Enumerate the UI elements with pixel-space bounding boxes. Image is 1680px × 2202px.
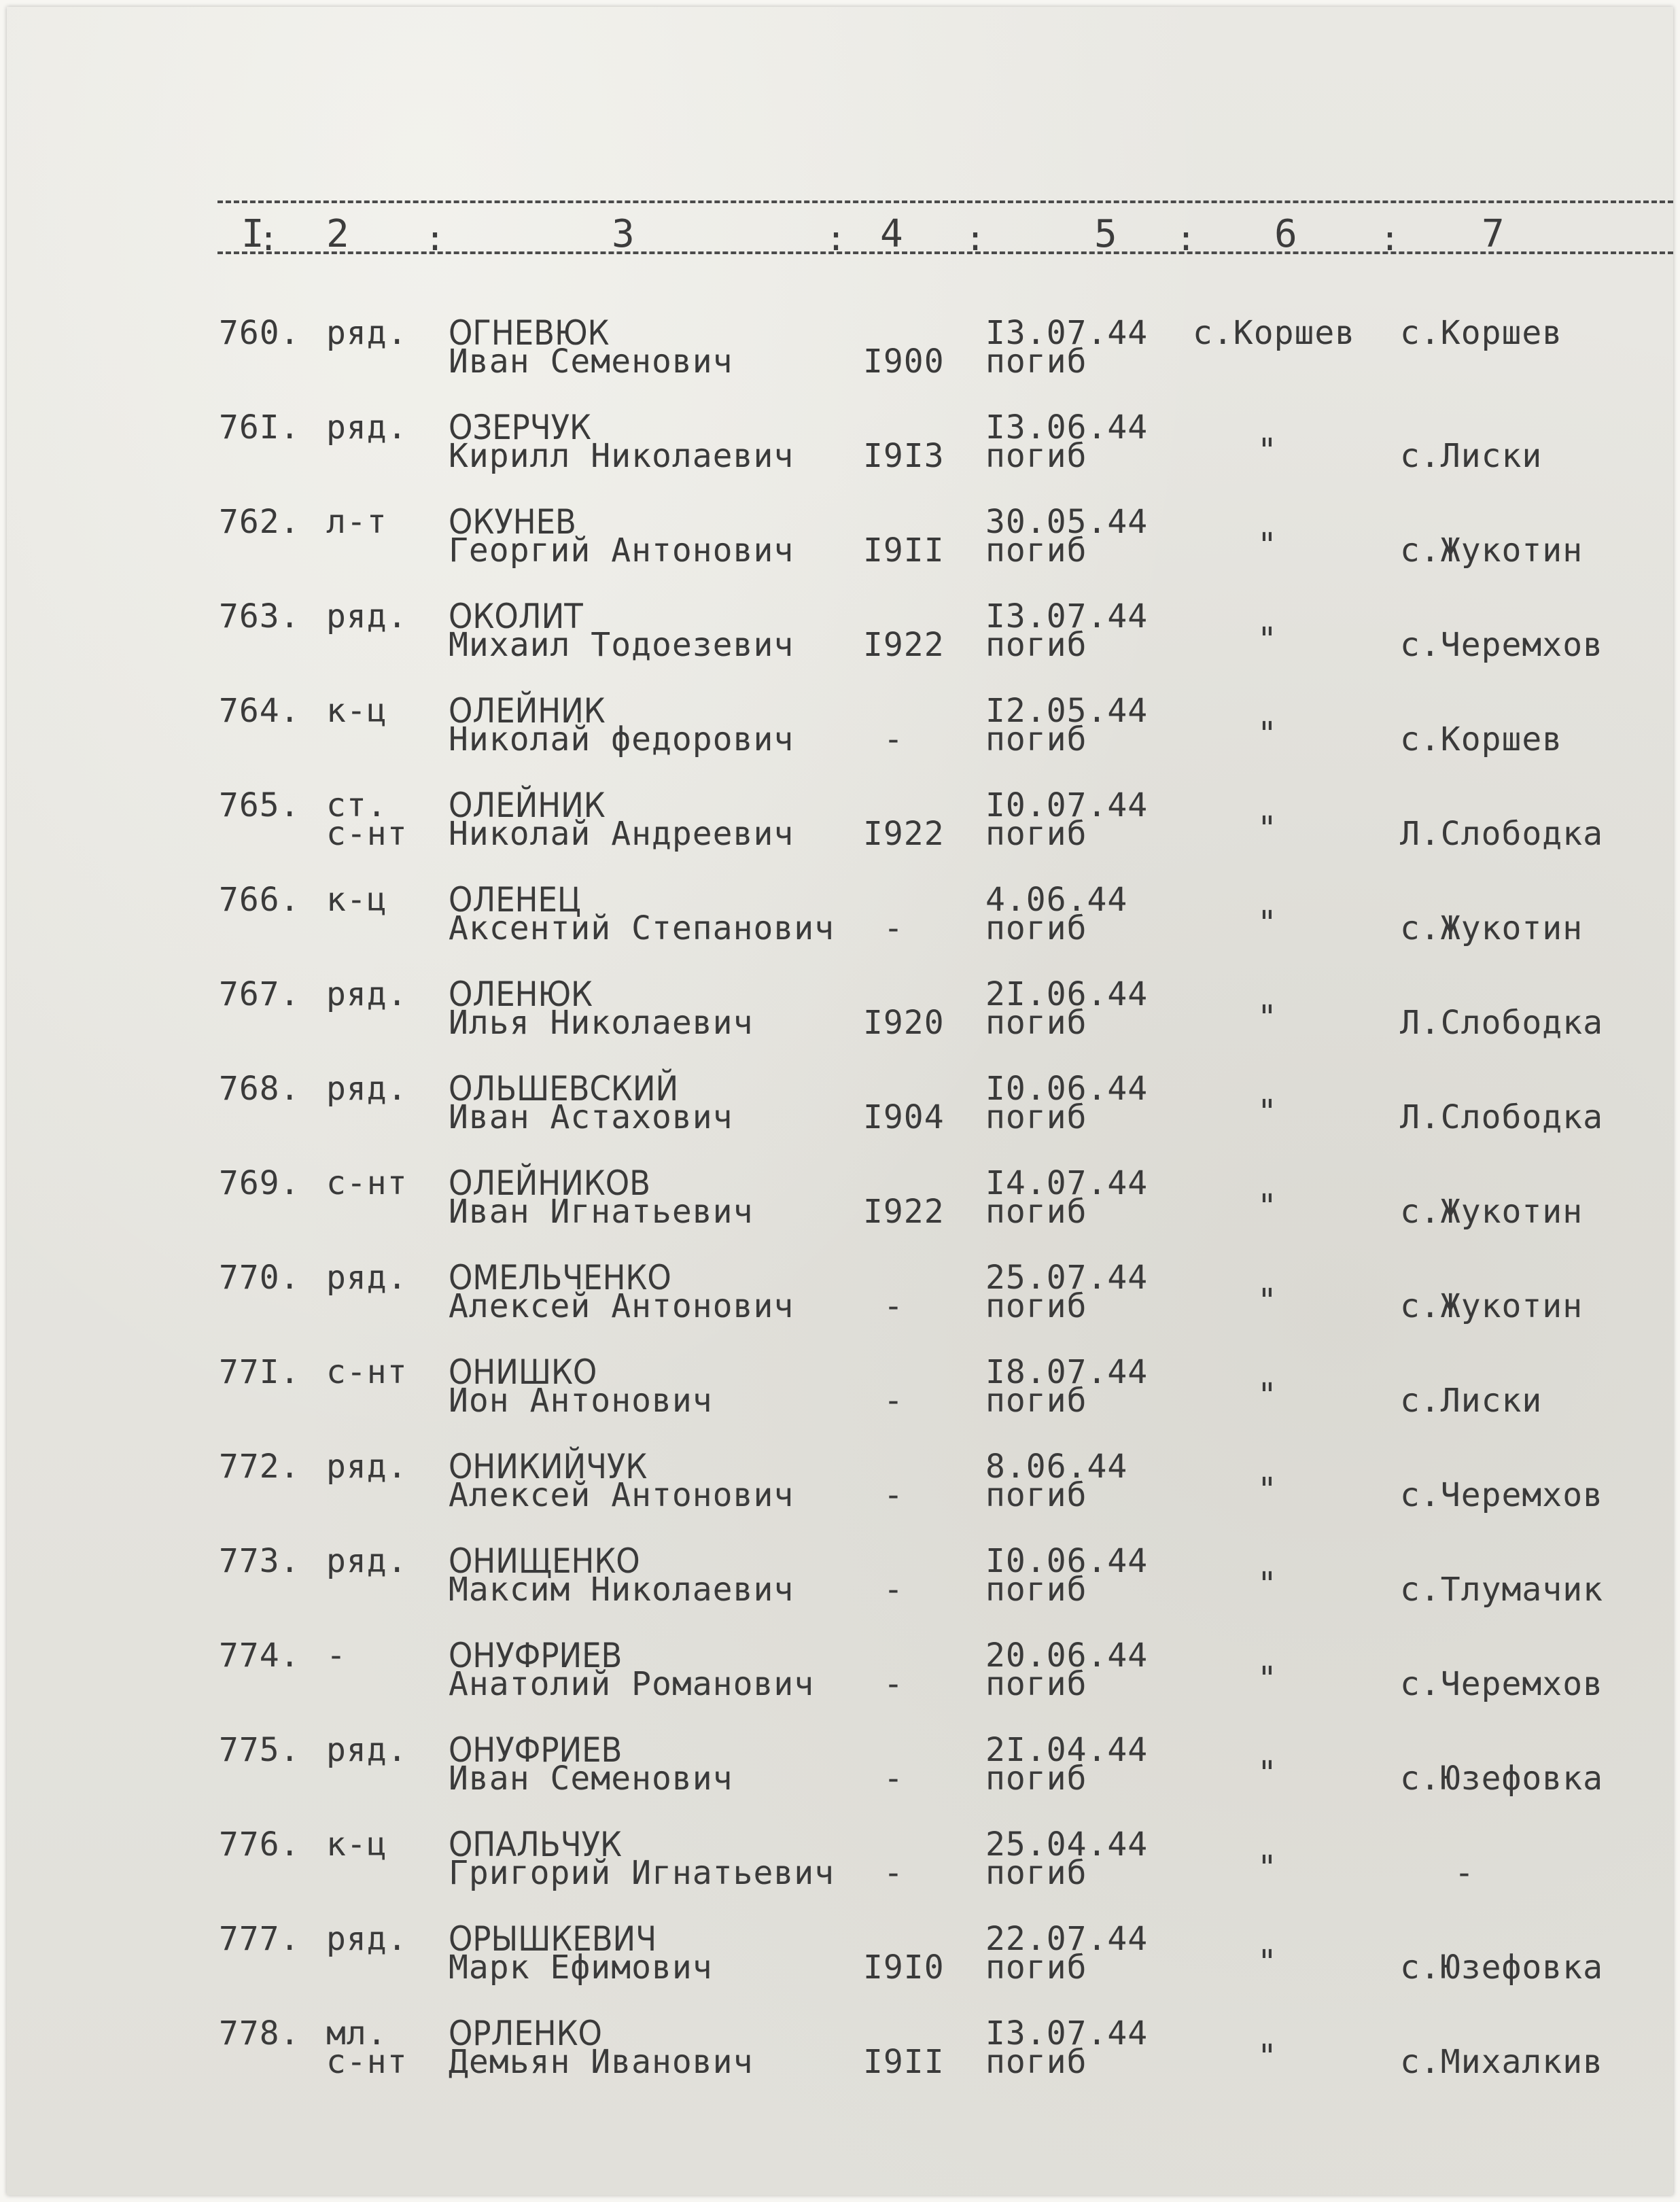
col-header-1: I	[241, 212, 264, 256]
record-rank: к-ц	[326, 881, 387, 919]
record-birth-year: -	[883, 720, 904, 758]
col-separator: :	[425, 219, 446, 258]
record-birth-year: I9II	[863, 2043, 945, 2081]
record-ditto-mark: "	[1257, 1754, 1278, 1792]
record-ditto-mark: "	[1257, 1565, 1278, 1603]
record-status: погиб	[985, 626, 1087, 664]
record-ditto-mark: "	[1257, 998, 1278, 1036]
record-number: 768.	[219, 1070, 300, 1108]
record-status: погиб	[985, 1287, 1087, 1325]
record-birth-year: -	[883, 1476, 904, 1514]
col-separator: :	[1176, 219, 1197, 258]
record-home-village: с.Лиски	[1400, 437, 1543, 475]
record-number: 763.	[219, 597, 300, 635]
record-name: Алексей Антонович	[449, 1476, 794, 1514]
record-ditto-mark: "	[1257, 432, 1278, 470]
record-birth-year: I922	[863, 1193, 945, 1231]
record-row	[7, 977, 1673, 1070]
record-name: Иван Семенович	[449, 343, 733, 381]
record-home-village: с.Юзефовка	[1400, 1760, 1603, 1798]
record-surname: ОЛЕЙНИК	[449, 691, 606, 731]
record-date: 22.07.44	[985, 1920, 1149, 1958]
record-status: погиб	[985, 343, 1087, 381]
record-ditto-mark: "	[1257, 715, 1278, 753]
record-row	[7, 502, 1673, 597]
col-separator: :	[826, 219, 847, 258]
record-date: 20.06.44	[985, 1637, 1149, 1675]
record-birth-year: -	[883, 1571, 904, 1609]
record-date: 2I.06.44	[985, 975, 1149, 1013]
record-home-village: с.Юзефовка	[1400, 1948, 1603, 1987]
col-header-3: 3	[612, 212, 635, 256]
record-number: 778.	[219, 2014, 300, 2052]
record-row	[7, 880, 1673, 975]
record-status: погиб	[985, 1948, 1087, 1987]
record-rank: л-т	[326, 503, 387, 541]
record-home-village: -	[1454, 1854, 1475, 1892]
record-home-village: Л.Слободка	[1400, 815, 1603, 853]
record-name: Николай федорович	[449, 720, 794, 758]
document-page	[7, 7, 1673, 2195]
record-rank: мл.	[326, 2014, 387, 2052]
record-status: погиб	[985, 437, 1087, 475]
record-status: погиб	[985, 1098, 1087, 1136]
record-rank-line2: с-нт	[326, 815, 408, 853]
record-row	[7, 599, 1673, 692]
record-ditto-mark: "	[1257, 904, 1278, 942]
record-name: Марк Ефимович	[449, 1948, 713, 1987]
col-header-6: 6	[1274, 212, 1297, 256]
record-birth-year: I920	[863, 1004, 945, 1042]
record-number: 774.	[219, 1637, 300, 1675]
record-number: 770.	[219, 1259, 300, 1297]
record-date: I0.06.44	[985, 1070, 1149, 1108]
record-rank: ряд.	[326, 408, 408, 447]
record-rank: с-нт	[326, 1353, 408, 1391]
record-ditto-mark: "	[1257, 1943, 1278, 1981]
record-name: Иван Игнатьевич	[449, 1193, 754, 1231]
record-surname: ОКУНЕВ	[449, 502, 576, 542]
record-rank: ряд.	[326, 597, 408, 635]
record-row	[7, 1919, 1673, 2014]
record-number: 77I.	[219, 1353, 300, 1391]
record-number: 760.	[219, 314, 300, 352]
record-date: I4.07.44	[985, 1164, 1149, 1202]
record-number: 773.	[219, 1542, 300, 1580]
record-number: 769.	[219, 1164, 300, 1202]
record-status: погиб	[985, 2043, 1087, 2081]
record-status: погиб	[985, 909, 1087, 947]
col-header-7: 7	[1482, 212, 1505, 256]
record-name: Максим Николаевич	[449, 1571, 794, 1609]
record-home-village: с.Коршев	[1400, 720, 1563, 758]
record-place-of-death: с.Коршев	[1193, 314, 1356, 352]
record-birth-year: I9I3	[863, 437, 945, 475]
record-number: 776.	[219, 1825, 300, 1864]
record-date: 4.06.44	[985, 881, 1128, 919]
record-row	[7, 1825, 1673, 1920]
record-status: погиб	[985, 1760, 1087, 1798]
record-status: погиб	[985, 1382, 1087, 1420]
record-name: Илья Николаевич	[449, 1004, 754, 1042]
record-surname: ОЛЬШЕВСКИЙ	[449, 1069, 679, 1108]
record-home-village: с.Жукотин	[1400, 1193, 1583, 1231]
record-birth-year: I922	[863, 815, 945, 853]
record-status: погиб	[985, 531, 1087, 570]
record-ditto-mark: "	[1257, 1187, 1278, 1225]
record-row	[7, 691, 1673, 786]
record-date: I3.07.44	[985, 597, 1149, 635]
record-home-village: с.Коршев	[1400, 314, 1563, 352]
record-date: 8.06.44	[985, 1448, 1128, 1486]
record-rank: к-ц	[326, 1825, 387, 1864]
record-home-village: с.Лиски	[1400, 1382, 1543, 1420]
record-status: погиб	[985, 1665, 1087, 1703]
record-row	[7, 1730, 1673, 1825]
record-number: 765.	[219, 786, 300, 824]
record-home-village: Л.Слободка	[1400, 1098, 1603, 1136]
record-surname: ОРЛЕНКО	[449, 2014, 602, 2053]
record-name: Михаил Тодоезевич	[449, 626, 794, 664]
record-rank: ряд.	[326, 1920, 408, 1958]
record-ditto-mark: "	[1257, 1093, 1278, 1131]
record-date: 30.05.44	[985, 503, 1149, 541]
record-ditto-mark: "	[1257, 1376, 1278, 1414]
record-ditto-mark: "	[1257, 1849, 1278, 1887]
record-birth-year: I900	[863, 343, 945, 381]
record-rank: ряд.	[326, 975, 408, 1013]
record-surname: ОГНЕВЮК	[449, 313, 610, 353]
record-name: Аксентий Степанович	[449, 909, 835, 947]
record-surname: ОКОЛИТ	[449, 597, 583, 636]
record-surname: ОНУФРИЕВ	[449, 1730, 623, 1770]
record-name: Демьян Иванович	[449, 2043, 754, 2081]
record-ditto-mark: "	[1257, 1471, 1278, 1509]
record-number: 766.	[219, 881, 300, 919]
record-row	[7, 1166, 1673, 1259]
record-rank-line2: с-нт	[326, 2043, 408, 2081]
record-row	[7, 2016, 1673, 2109]
record-number: 777.	[219, 1920, 300, 1958]
record-home-village: Л.Слободка	[1400, 1004, 1603, 1042]
record-status: погиб	[985, 1571, 1087, 1609]
record-rank: с-нт	[326, 1164, 408, 1202]
record-name: Николай Андреевич	[449, 815, 794, 853]
col-separator: :	[258, 219, 279, 258]
record-date: I0.07.44	[985, 786, 1149, 824]
record-home-village: с.Михалкив	[1400, 2043, 1603, 2081]
col-header-4: 4	[880, 212, 903, 256]
record-surname: ОЛЕЙНИК	[449, 786, 606, 825]
record-birth-year: I904	[863, 1098, 945, 1136]
record-birth-year: -	[883, 909, 904, 947]
record-name: Ион Антонович	[449, 1382, 713, 1420]
record-number: 762.	[219, 503, 300, 541]
col-header-5: 5	[1094, 212, 1117, 256]
record-name: Анатолий Романович	[449, 1665, 815, 1703]
record-birth-year: -	[883, 1287, 904, 1325]
record-row	[7, 1352, 1673, 1448]
record-birth-year: I9II	[863, 531, 945, 570]
record-surname: ОНИКИЙЧУК	[449, 1447, 648, 1486]
col-separator: :	[1380, 219, 1401, 258]
record-number: 775.	[219, 1731, 300, 1769]
record-status: погиб	[985, 1004, 1087, 1042]
header-top-rule	[217, 200, 1673, 203]
record-rank: ряд.	[326, 1448, 408, 1486]
record-home-village: с.Жукотин	[1400, 909, 1583, 947]
record-home-village: с.Черемхов	[1400, 1476, 1603, 1514]
record-date: 25.07.44	[985, 1259, 1149, 1297]
record-home-village: с.Тлумачик	[1400, 1571, 1603, 1609]
record-number: 772.	[219, 1448, 300, 1486]
record-row	[7, 1447, 1673, 1542]
record-surname: ОЛЕНЮК	[449, 975, 593, 1014]
record-surname: ОЛЕЙНИКОВ	[449, 1164, 650, 1203]
record-birth-year: I9I0	[863, 1948, 945, 1987]
record-home-village: с.Черемхов	[1400, 1665, 1603, 1703]
record-name: Георгий Антонович	[449, 531, 794, 570]
record-date: 25.04.44	[985, 1825, 1149, 1864]
record-rank: к-ц	[326, 692, 387, 730]
record-number: 76I.	[219, 408, 300, 447]
record-date: I3.07.44	[985, 2014, 1149, 2052]
record-home-village: с.Жукотин	[1400, 531, 1583, 570]
record-birth-year: -	[883, 1760, 904, 1798]
record-name: Григорий Игнатьевич	[449, 1854, 835, 1892]
record-surname: ОНУФРИЕВ	[449, 1636, 623, 1675]
record-home-village: с.Черемхов	[1400, 626, 1603, 664]
col-header-2: 2	[326, 212, 349, 256]
record-status: погиб	[985, 720, 1087, 758]
record-name: Алексей Антонович	[449, 1287, 794, 1325]
record-date: I0.06.44	[985, 1542, 1149, 1580]
record-row	[7, 1069, 1673, 1164]
record-surname: ОМЕЛЬЧЕНКО	[449, 1258, 671, 1297]
record-ditto-mark: "	[1257, 809, 1278, 847]
record-rank: ряд.	[326, 1259, 408, 1297]
record-surname: ОНИШКО	[449, 1352, 597, 1392]
record-birth-year: -	[883, 1665, 904, 1703]
record-surname: ОПАЛЬЧУК	[449, 1825, 622, 1864]
record-status: погиб	[985, 1854, 1087, 1892]
record-surname: ОЗЕРЧУК	[449, 408, 591, 447]
record-rank: ряд.	[326, 1542, 408, 1580]
record-status: погиб	[985, 1193, 1087, 1231]
record-birth-year: -	[883, 1382, 904, 1420]
record-birth-year: -	[883, 1854, 904, 1892]
record-date: I8.07.44	[985, 1353, 1149, 1391]
record-status: погиб	[985, 1476, 1087, 1514]
record-date: I3.07.44	[985, 314, 1149, 352]
record-home-village: с.Жукотин	[1400, 1287, 1583, 1325]
record-rank: ряд.	[326, 314, 408, 352]
record-name: Иван Астахович	[449, 1098, 733, 1136]
record-rank: ст.	[326, 786, 387, 824]
record-number: 767.	[219, 975, 300, 1013]
record-birth-year: I922	[863, 626, 945, 664]
record-ditto-mark: "	[1257, 621, 1278, 659]
record-status: погиб	[985, 815, 1087, 853]
record-row	[7, 1541, 1673, 1637]
record-rank: ряд.	[326, 1731, 408, 1769]
record-row	[7, 1258, 1673, 1353]
record-surname: ОЛЕНЕЦ	[449, 880, 581, 920]
record-date: I2.05.44	[985, 692, 1149, 730]
record-name: Кирилл Николаевич	[449, 437, 794, 475]
record-ditto-mark: "	[1257, 2038, 1278, 2076]
record-ditto-mark: "	[1257, 1282, 1278, 1320]
record-date: 2I.04.44	[985, 1731, 1149, 1769]
record-surname: ОРЫШКЕВИЧ	[449, 1919, 657, 1959]
record-number: 764.	[219, 692, 300, 730]
record-ditto-mark: "	[1257, 526, 1278, 564]
record-ditto-mark: "	[1257, 1660, 1278, 1698]
record-row	[7, 313, 1673, 408]
record-date: I3.06.44	[985, 408, 1149, 447]
record-row	[7, 788, 1673, 881]
record-row	[7, 410, 1673, 503]
record-surname: ОНИЩЕНКО	[449, 1541, 640, 1581]
record-row	[7, 1636, 1673, 1731]
record-rank: ряд.	[326, 1070, 408, 1108]
record-name: Иван Семенович	[449, 1760, 733, 1798]
record-rank: -	[326, 1637, 347, 1675]
col-separator: :	[965, 219, 986, 258]
